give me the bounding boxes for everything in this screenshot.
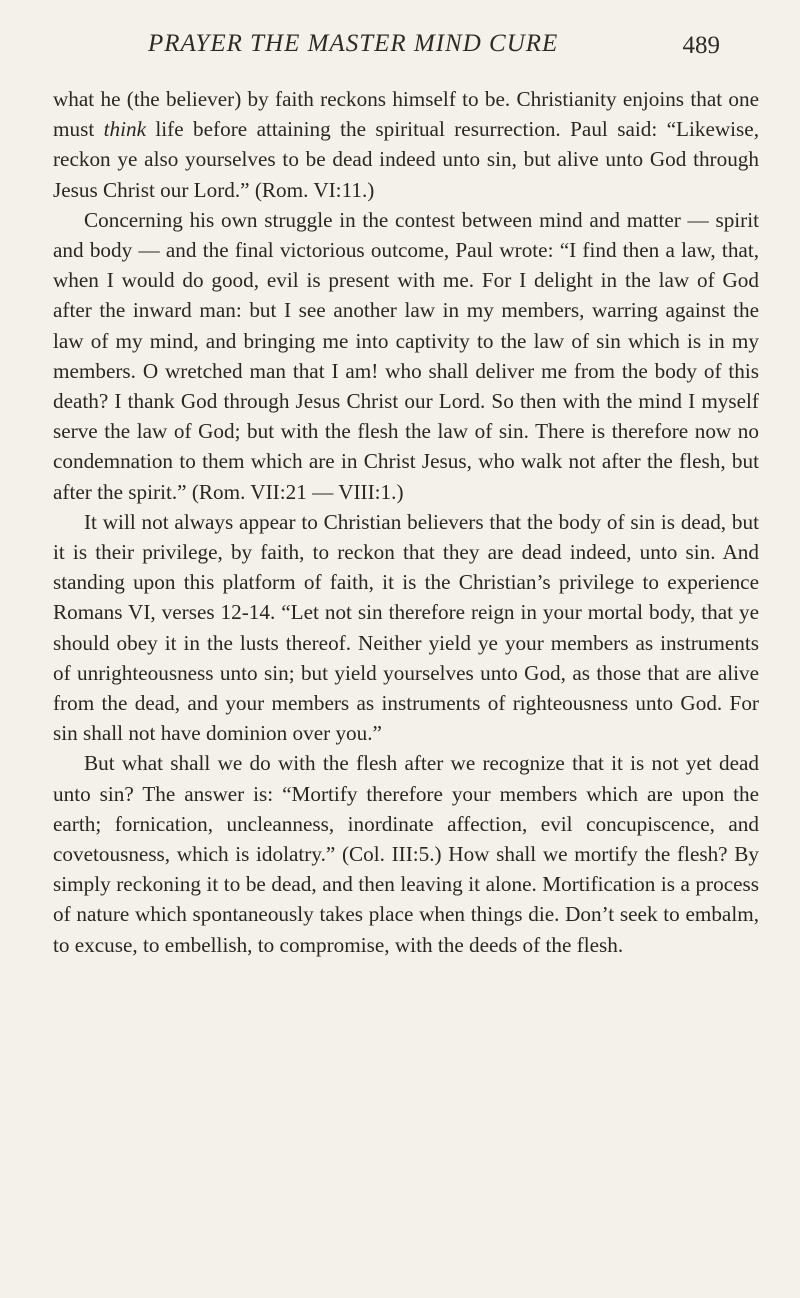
emphasis-think: think: [103, 117, 146, 142]
paragraph-1-after: life before attaining the spiritual resurrection. Paul said: “Likewise, reckon ye also yourselves to be dead indeed unto sin, but alive unto God through Jesus Christ our Lord.” (Rom. VI:11.): [53, 117, 759, 202]
paragraph-1-before: what he (the believer) by faith reckons himself to be. Christianity enjoins that one must: [53, 87, 759, 142]
page-number: 489: [682, 32, 720, 59]
paragraph-3: It will not always appear to Christian believers that the body of sin is dead, but it is their privilege, by faith, to reckon that they are dead indeed, unto sin. And standing upon this platform of faith, it is the Christian’s privilege to experience Romans VI, verses 12-14. “Let not sin therefore reign in your mortal body, that ye should obey it in the lusts thereof. Neither yield ye your members as instruments of unrighteousness unto sin; but yield yourselves unto God, as those that are alive from the dead, and your members as instruments of righteousness unto God. For sin shall not have dominion over you.”: [53, 509, 759, 746]
body-text: [53, 84, 759, 960]
paragraph-1: [53, 84, 759, 205]
running-title: PRAYER THE MASTER MIND CURE: [148, 30, 559, 57]
running-header: [148, 30, 668, 58]
paragraph-2: Concerning his own struggle in the contest between mind and matter — spirit and body — and the final victorious outcome, Paul wrote: “I find then a law, that, when I would do good, evil is present with me. For I delight in the law of God after the inward man: but I see another law in my members, warring against the law of my mind, and bringing me into captivity to the law of sin which is in my members. O wretched man that I am! who shall deliver me from the body of this death? I thank God through Jesus Christ our Lord. So then with the mind I myself serve the law of God; but with the flesh the law of sin. There is therefore now no condemnation to them which are in Christ Jesus, who walk not after the flesh, but after the spirit.” (Rom. VII:21 — VIII:1.): [53, 207, 759, 504]
paragraph-4: But what shall we do with the flesh after we recognize that it is not yet dead unto sin? The answer is: “Mortify therefore your members which are upon the earth; fornication, uncleanness, inordinate affection, evil concupiscence, and covetousness, which is idolatry.” (Col. III:5.) How shall we mortify the flesh? By simply reckoning it to be dead, and then leaving it alone. Mortification is a process of nature which spontaneously takes place when things die. Don’t seek to embalm, to excuse, to embellish, to compromise, with the deeds of the flesh.: [53, 751, 759, 957]
